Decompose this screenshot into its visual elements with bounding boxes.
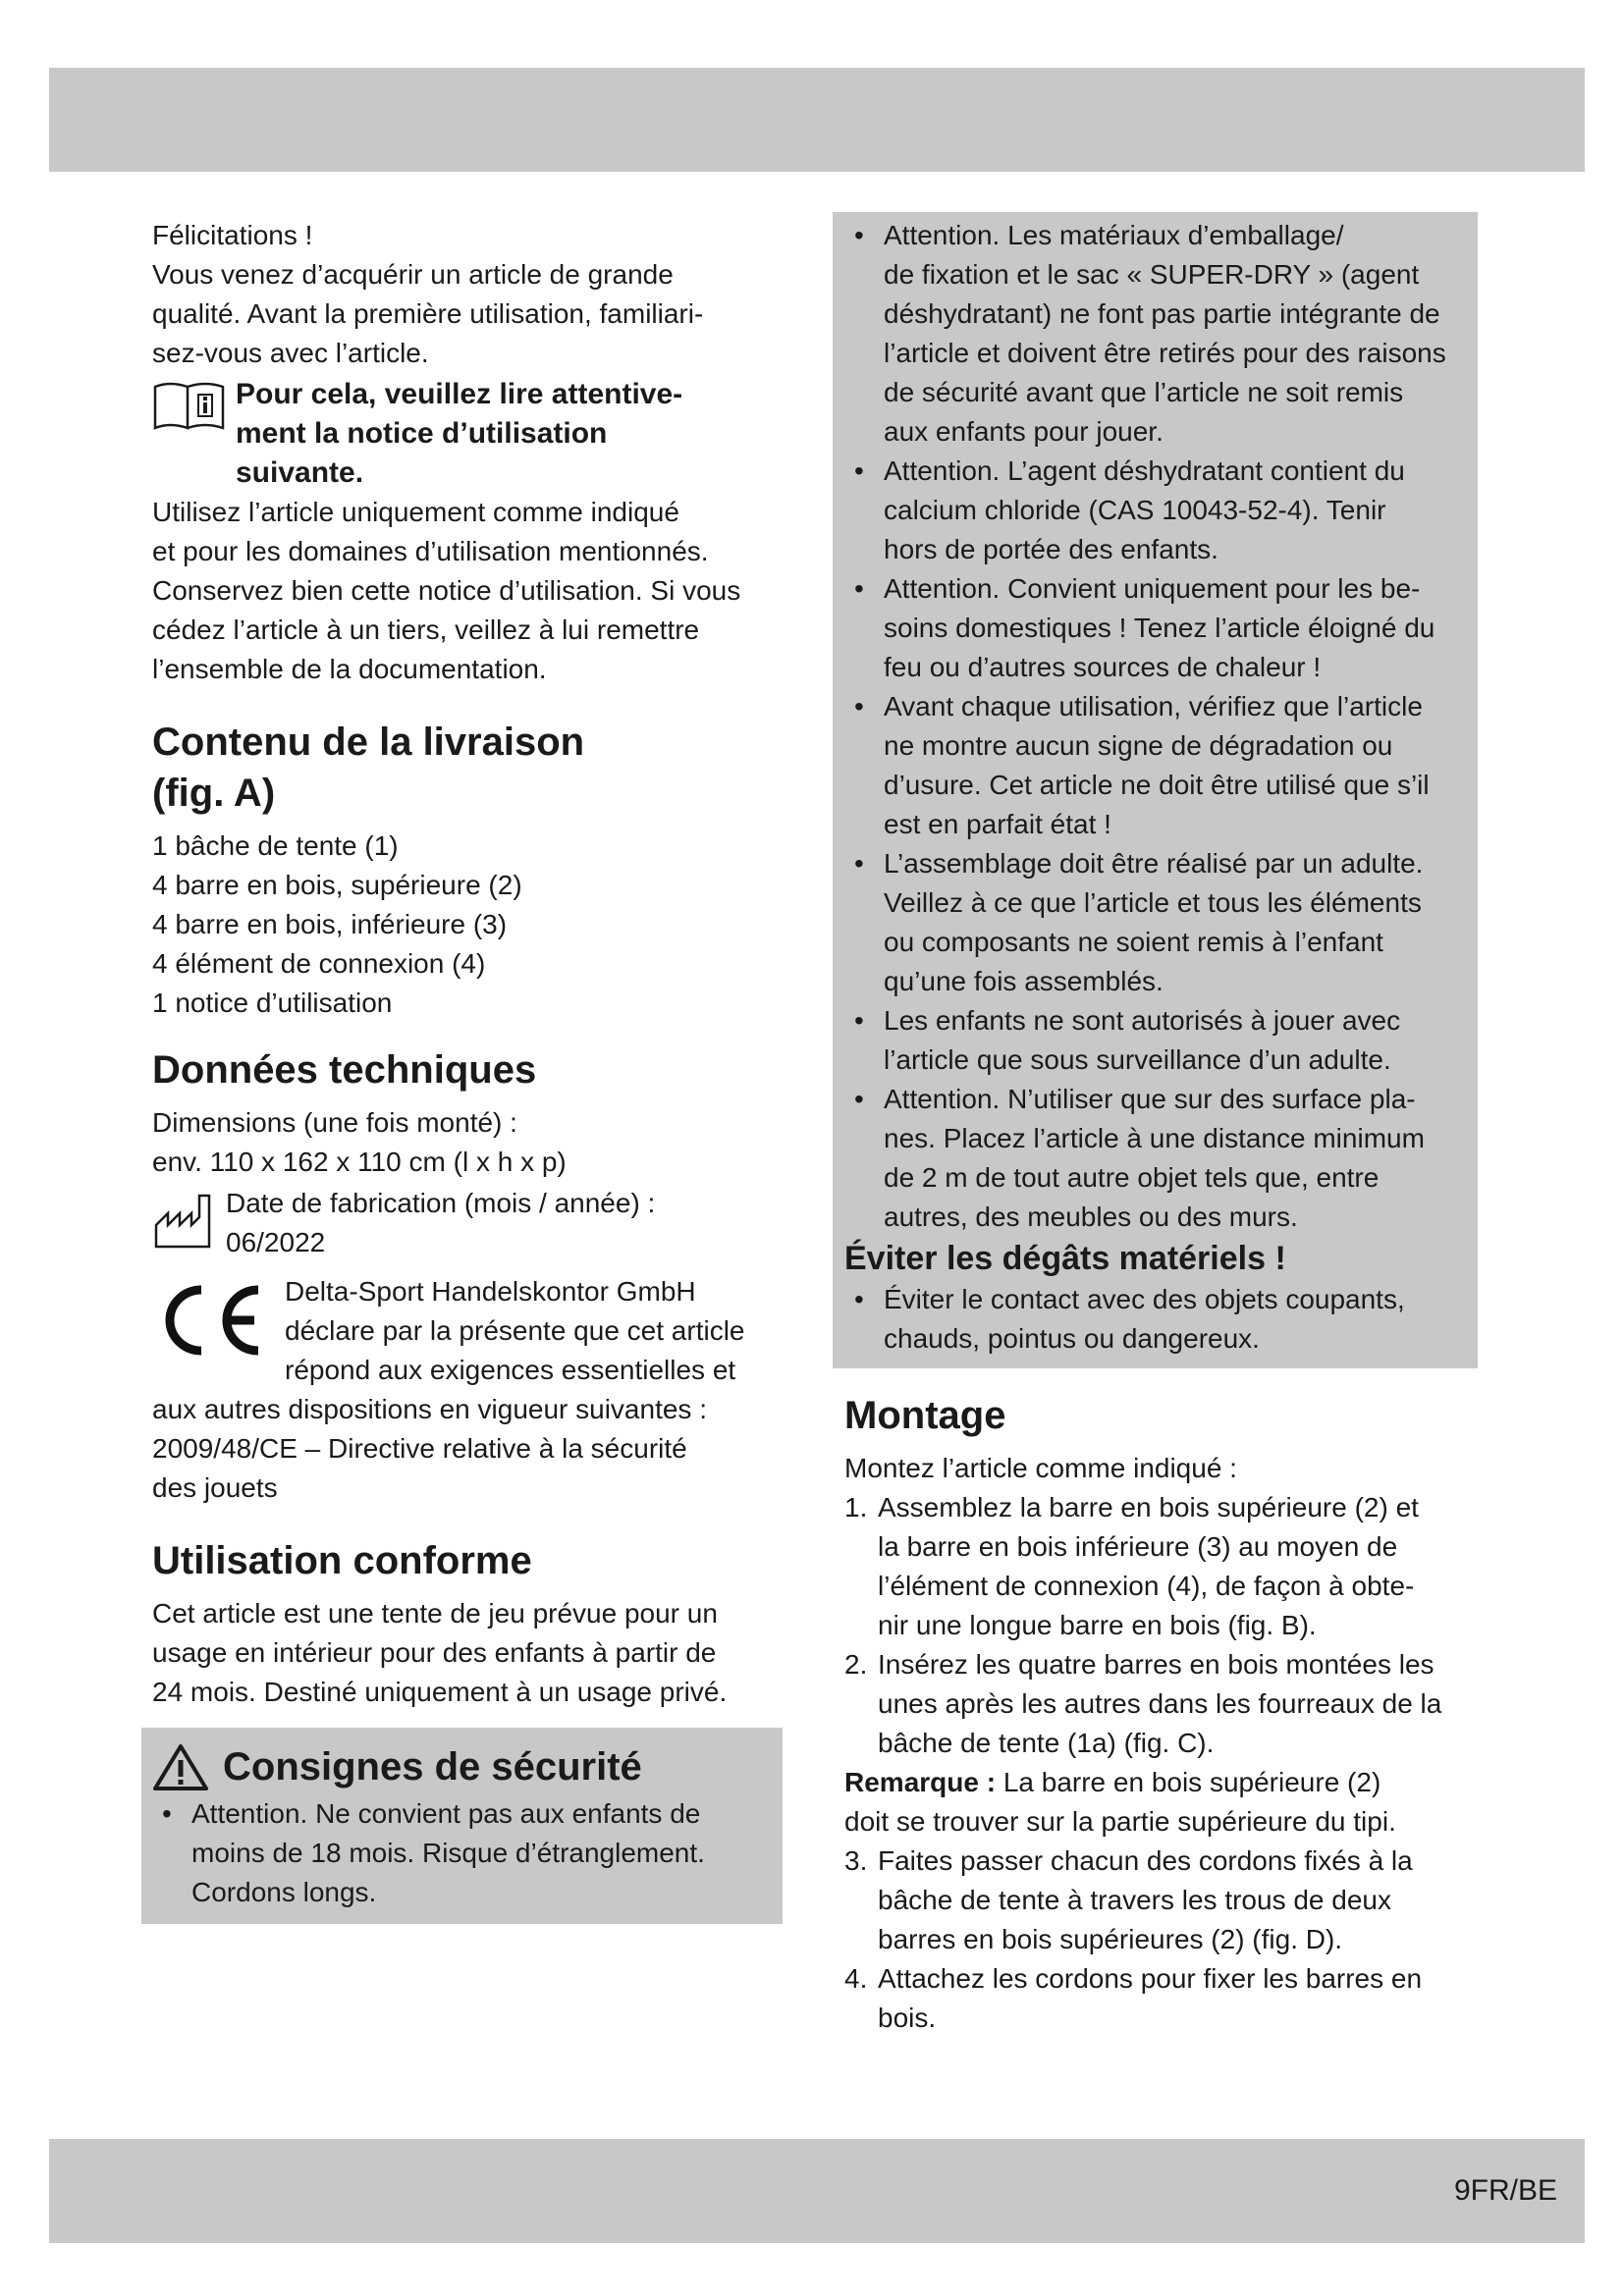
montage-title: Montage — [844, 1394, 1006, 1437]
step-line: bâche de tente (1a) (fig. C). — [878, 1728, 1215, 1758]
safety-bullet — [844, 452, 1468, 569]
step-item — [844, 1842, 1488, 1959]
bullet-line: autres, des meubles ou des murs. — [884, 1201, 1298, 1232]
montage-intro: Montez l’article comme indiqué : — [844, 1453, 1237, 1483]
bullet-line: • Attention. L’agent déshydratant contient du — [884, 455, 1405, 486]
dimensions-label: Dimensions (une fois monté) : — [152, 1107, 517, 1138]
usage-line: cédez l’article à un tiers, veillez à lui remettre — [152, 614, 700, 645]
dimensions-value: env. 110 x 162 x 110 cm (l x h x p) — [152, 1147, 567, 1177]
warning-triangle-icon — [152, 1742, 209, 1791]
intro-line: sez-vous avec l’article. — [152, 338, 429, 368]
usage-line: et pour les domaines d’utilisation mentionnés. — [152, 536, 709, 566]
bullet-line: • Attention. Les matériaux d’emballage/ — [884, 220, 1344, 250]
step-line: Assemblez la barre en bois supérieure (2) et — [878, 1492, 1419, 1522]
bullet-line: l’article que sous surveillance d’un adulte. — [884, 1044, 1391, 1075]
greeting: Félicitations ! — [152, 220, 313, 250]
list-item: 4 barre en bois, inférieure (3) — [152, 909, 508, 939]
bullet-line: soins domestiques ! Tenez l’article éloigné du — [884, 613, 1435, 643]
bullet-line: nes. Placez l’article à une distance minimum — [884, 1123, 1425, 1153]
safety-title: Consignes de sécurité — [223, 1745, 642, 1789]
safety-bullet — [844, 569, 1468, 687]
usage-title: Utilisation conforme — [152, 1539, 532, 1582]
bullet-line: • Les enfants ne sont autorisés à jouer avec — [884, 1005, 1401, 1036]
bullet-line: aux enfants pour jouer. — [884, 416, 1164, 447]
bullet-line: • L’assemblage doit être réalisé par un adulte. — [884, 848, 1424, 879]
footer-bar — [49, 2139, 1585, 2243]
safety-bullet — [844, 216, 1468, 452]
step-number: 4. — [844, 1963, 868, 1994]
bullet-line: ne montre aucun signe de dégradation ou — [884, 730, 1393, 761]
step-number: 2. — [844, 1649, 868, 1680]
step-line: nir une longue barre en bois (fig. B). — [878, 1610, 1317, 1640]
notice-line: suivante. — [236, 456, 364, 489]
open-book-info-icon — [152, 379, 227, 430]
list-item: 4 élément de connexion (4) — [152, 948, 486, 979]
safety-continued-box — [833, 212, 1478, 1368]
bullet-line: d’usure. Cet article ne doit être utilisé que s’il — [884, 770, 1430, 800]
remark-text: La barre en bois supérieure (2) — [996, 1767, 1381, 1797]
bullet-line: hors de portée des enfants. — [884, 534, 1218, 564]
ce-line: répond aux exigences essentielles et — [285, 1355, 736, 1385]
safety-bullet — [844, 687, 1468, 844]
usage-line: Utilisez l’article uniquement comme indiqué — [152, 497, 679, 527]
manufacture-date-label: Date de fabrication (mois / année) : — [226, 1188, 656, 1218]
ce-mark-icon — [152, 1282, 270, 1359]
ce-line: Delta-Sport Handelskontor GmbH — [285, 1276, 696, 1307]
header-bar — [49, 68, 1585, 172]
bullet-line: de 2 m de tout autre objet tels que, entre — [884, 1162, 1380, 1193]
step-line: l’élément de connexion (4), de façon à obte- — [878, 1571, 1415, 1601]
ce-line: déclare par la présente que cet article — [285, 1315, 745, 1346]
bullet-line: moins de 18 mois. Risque d’étranglement. — [191, 1838, 705, 1868]
intro-line: Vous venez d’acquérir un article de grande — [152, 259, 674, 290]
notice-line: ment la notice d’utilisation — [236, 417, 608, 450]
bullet-line: qu’une fois assemblés. — [884, 966, 1164, 996]
step-item — [844, 1645, 1488, 1763]
bullet-line: Veillez à ce que l’article et tous les éléments — [884, 887, 1422, 918]
bullet-line: calcium chloride (CAS 10043-52-4). Tenir — [884, 495, 1386, 525]
damage-title: Éviter les dégâts matériels ! — [844, 1240, 1286, 1277]
delivery-list — [152, 827, 781, 1023]
ce-line: aux autres dispositions en vigueur suivantes : — [152, 1394, 707, 1424]
bullet-line: l’article et doivent être retirés pour des raisons — [884, 338, 1446, 368]
usage-text: 24 mois. Destiné uniquement à un usage privé. — [152, 1677, 728, 1707]
factory-date-icon — [152, 1192, 221, 1253]
damage-bullet — [844, 1280, 1468, 1359]
remark-text: doit se trouver sur la partie supérieure du tipi. — [844, 1806, 1396, 1837]
notice-line: Pour cela, veuillez lire attentive- — [236, 378, 683, 410]
delivery-title: Contenu de la livraison — [152, 721, 585, 764]
bullet-line: • Attention. Convient uniquement pour les be- — [884, 573, 1421, 604]
safety-bullet — [152, 1794, 771, 1912]
bullet-line: • Attention. N’utiliser que sur des surface pla- — [884, 1084, 1416, 1114]
safety-heading — [152, 1739, 771, 1794]
bullet-line: feu ou d’autres sources de chaleur ! — [884, 652, 1322, 682]
bullet-line: chauds, pointus ou dangereux. — [884, 1323, 1260, 1354]
step-item — [844, 1488, 1488, 1645]
safety-bullet — [844, 1080, 1468, 1237]
usage-line: Conservez bien cette notice d’utilisation. Si vous — [152, 575, 741, 606]
remark — [844, 1763, 1488, 1802]
right-column — [844, 212, 1488, 2038]
step-number: 3. — [844, 1845, 868, 1876]
left-column — [152, 216, 781, 1924]
bullet-line: ou composants ne soient remis à l’enfant — [884, 927, 1383, 957]
manufacture-date — [152, 1184, 781, 1262]
step-line: Insérez les quatre barres en bois montées les — [878, 1649, 1435, 1680]
bullet-line: • Attention. Ne convient pas aux enfants de — [191, 1798, 701, 1829]
usage-line: l’ensemble de la documentation. — [152, 654, 547, 684]
manufacture-date-value: 06/2022 — [226, 1227, 326, 1257]
bullet-line: • Éviter le contact avec des objets coupants, — [884, 1284, 1405, 1314]
safety-bullet — [844, 844, 1468, 1001]
intro-line: qualité. Avant la première utilisation, familiari- — [152, 298, 704, 329]
step-line: bois. — [878, 2002, 937, 2033]
bullet-line: • Avant chaque utilisation, vérifiez que l’article — [884, 691, 1423, 721]
safety-bullet — [844, 1001, 1468, 1080]
step-number: 1. — [844, 1492, 868, 1522]
list-item: 4 barre en bois, supérieure (2) — [152, 870, 522, 900]
step-item — [844, 1959, 1488, 2038]
bullet-line: est en parfait état ! — [884, 809, 1111, 839]
delivery-title-fig: (fig. A) — [152, 772, 276, 815]
list-item: 1 notice d’utilisation — [152, 988, 393, 1018]
directive-line: des jouets — [152, 1472, 278, 1503]
ce-declaration — [152, 1272, 781, 1429]
step-line: Faites passer chacun des cordons fixés à la — [878, 1845, 1413, 1876]
step-line: unes après les autres dans les fourreaux de la — [878, 1688, 1442, 1719]
usage-text: usage en intérieur pour des enfants à partir de — [152, 1637, 717, 1668]
directive-line: 2009/48/CE – Directive relative à la sécurité — [152, 1433, 687, 1464]
usage-text: Cet article est une tente de jeu prévue pour un — [152, 1598, 718, 1629]
bullet-line: Cordons longs. — [191, 1877, 377, 1907]
bullet-line: de fixation et le sac « SUPER-DRY » (agent — [884, 259, 1420, 290]
list-item: 1 bâche de tente (1) — [152, 830, 399, 861]
tech-title: Données techniques — [152, 1048, 537, 1092]
page-number: 9FR/BE — [1453, 2174, 1557, 2207]
bullet-line: déshydratant) ne font pas partie intégrante de — [884, 298, 1440, 329]
bullet-line: de sécurité avant que l’article ne soit remis — [884, 377, 1404, 407]
step-line: bâche de tente à travers les trous de deux — [878, 1885, 1391, 1915]
remark-label: Remarque : — [844, 1767, 997, 1797]
step-line: la barre en bois inférieure (3) au moyen de — [878, 1531, 1398, 1562]
safety-box — [141, 1728, 783, 1924]
read-manual-notice — [152, 375, 781, 493]
step-line: Attachez les cordons pour fixer les barres en — [878, 1963, 1423, 1994]
step-line: barres en bois supérieures (2) (fig. D). — [878, 1924, 1343, 1954]
